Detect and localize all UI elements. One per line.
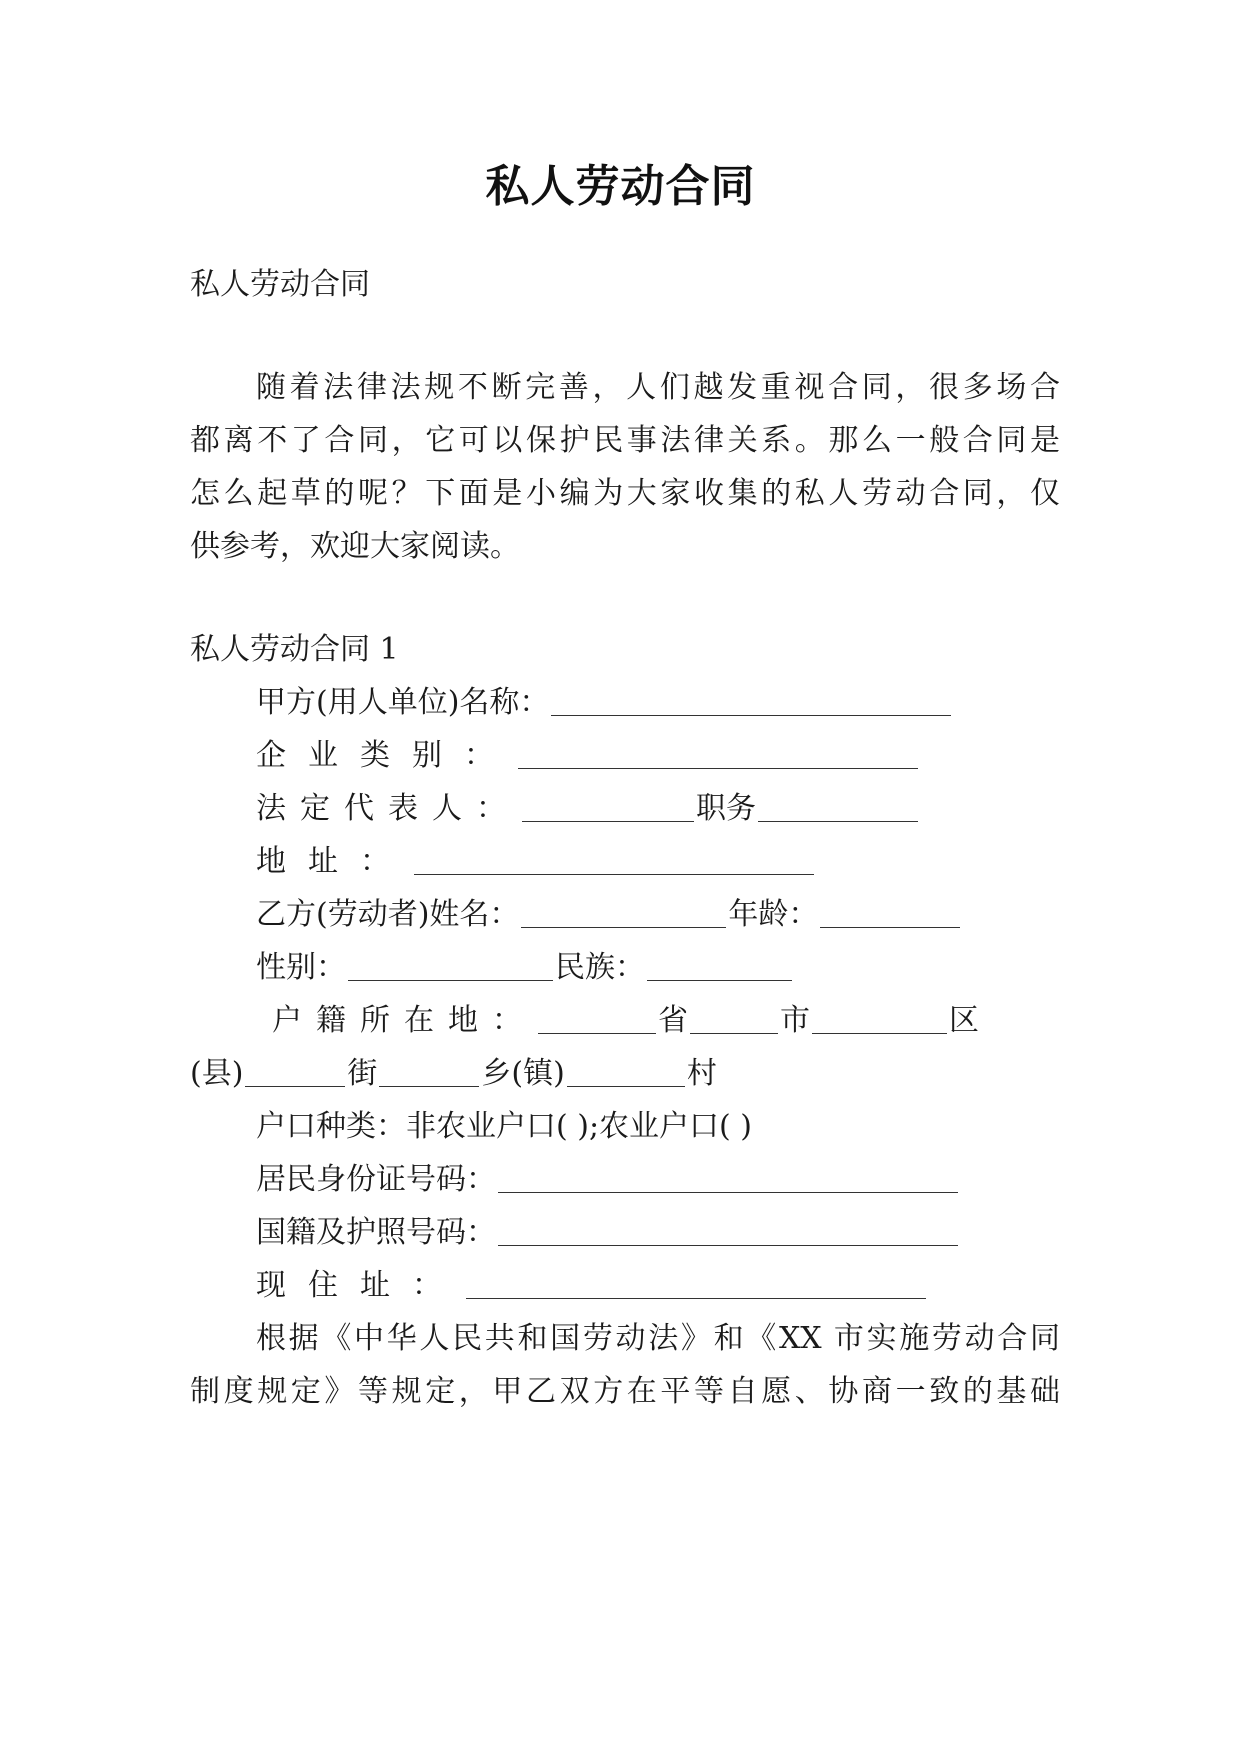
- position-label: 职务: [696, 791, 756, 826]
- intro-line-2: 都离不了合同，它可以保护民事法律关系。那么一般合同是: [190, 423, 1060, 458]
- id-number-row: [256, 1160, 1060, 1200]
- city-label: 市: [780, 1003, 810, 1038]
- employer-name-blank[interactable]: [551, 685, 951, 716]
- employer-name-row: [256, 683, 1060, 723]
- current-address-blank[interactable]: [466, 1268, 926, 1299]
- gender-label: 性别：: [256, 950, 346, 985]
- intro-line-3: 怎么起草的呢？下面是小编为大家收集的私人劳动合同，仅: [190, 476, 1060, 511]
- village-label: 村: [686, 1056, 717, 1091]
- worker-name-row: [256, 895, 1060, 935]
- document-subtitle: 私人劳动合同: [190, 267, 370, 302]
- district-label: 区: [949, 1003, 979, 1038]
- district-blank[interactable]: [812, 1003, 947, 1034]
- document-title: 私人劳动合同: [485, 161, 756, 212]
- hukou-type-row: 户口种类：非农业户口( );农业户口( ): [256, 1109, 752, 1144]
- intro-line-1: 随着法律法规不断完善，人们越发重视合同，很多场合: [256, 370, 1060, 405]
- domicile-row: [272, 1001, 1060, 1041]
- street-blank[interactable]: [379, 1056, 479, 1087]
- enterprise-type-row: [256, 736, 1060, 776]
- passport-label: 国籍及护照号码：: [256, 1215, 496, 1250]
- legal-rep-label: 法定代表人：: [256, 791, 520, 826]
- id-number-label: 居民身份证号码：: [256, 1162, 496, 1197]
- address-blank[interactable]: [414, 844, 814, 875]
- position-blank[interactable]: [758, 791, 918, 822]
- id-number-blank[interactable]: [498, 1162, 958, 1193]
- worker-name-blank[interactable]: [521, 897, 726, 928]
- passport-blank[interactable]: [498, 1215, 958, 1246]
- current-address-row: [256, 1266, 1060, 1306]
- enterprise-type-label: 企业类别：: [256, 738, 516, 773]
- township-label: 乡(镇): [481, 1056, 565, 1091]
- legal-rep-row: [256, 789, 1060, 829]
- passport-row: [256, 1213, 1060, 1253]
- ethnicity-blank[interactable]: [647, 950, 792, 981]
- intro-line-4: 供参考，欢迎大家阅读。: [190, 529, 520, 564]
- legal-rep-blank[interactable]: [522, 791, 694, 822]
- age-label: 年龄：: [728, 897, 819, 932]
- employer-name-label: 甲方(用人单位)名称：: [256, 685, 550, 720]
- address-row: [256, 842, 1060, 882]
- city-blank[interactable]: [690, 1003, 778, 1034]
- address-label: 地址：: [256, 844, 412, 879]
- township-blank[interactable]: [567, 1056, 685, 1087]
- domicile-row-2: [190, 1054, 1060, 1094]
- gender-row: [256, 948, 1060, 988]
- province-blank[interactable]: [538, 1003, 656, 1034]
- county-blank[interactable]: [245, 1056, 345, 1087]
- age-blank[interactable]: [820, 897, 960, 928]
- ethnicity-label: 民族：: [555, 950, 645, 985]
- worker-name-label: 乙方(劳动者)姓名：: [256, 897, 520, 932]
- domicile-label: 户籍所在地：: [272, 1003, 536, 1038]
- gender-blank[interactable]: [348, 950, 553, 981]
- province-label: 省: [658, 1003, 688, 1038]
- section-heading: 私人劳动合同 1: [190, 632, 399, 667]
- county-label: (县): [190, 1056, 244, 1091]
- street-label: 街: [347, 1056, 378, 1091]
- enterprise-type-blank[interactable]: [518, 738, 918, 769]
- current-address-label: 现住址：: [256, 1268, 464, 1303]
- closing-line-2: 制度规定》等规定，甲乙双方在平等自愿、协商一致的基础: [190, 1374, 1060, 1409]
- closing-line-1: 根据《中华人民共和国劳动法》和《XX 市实施劳动合同: [256, 1321, 1060, 1356]
